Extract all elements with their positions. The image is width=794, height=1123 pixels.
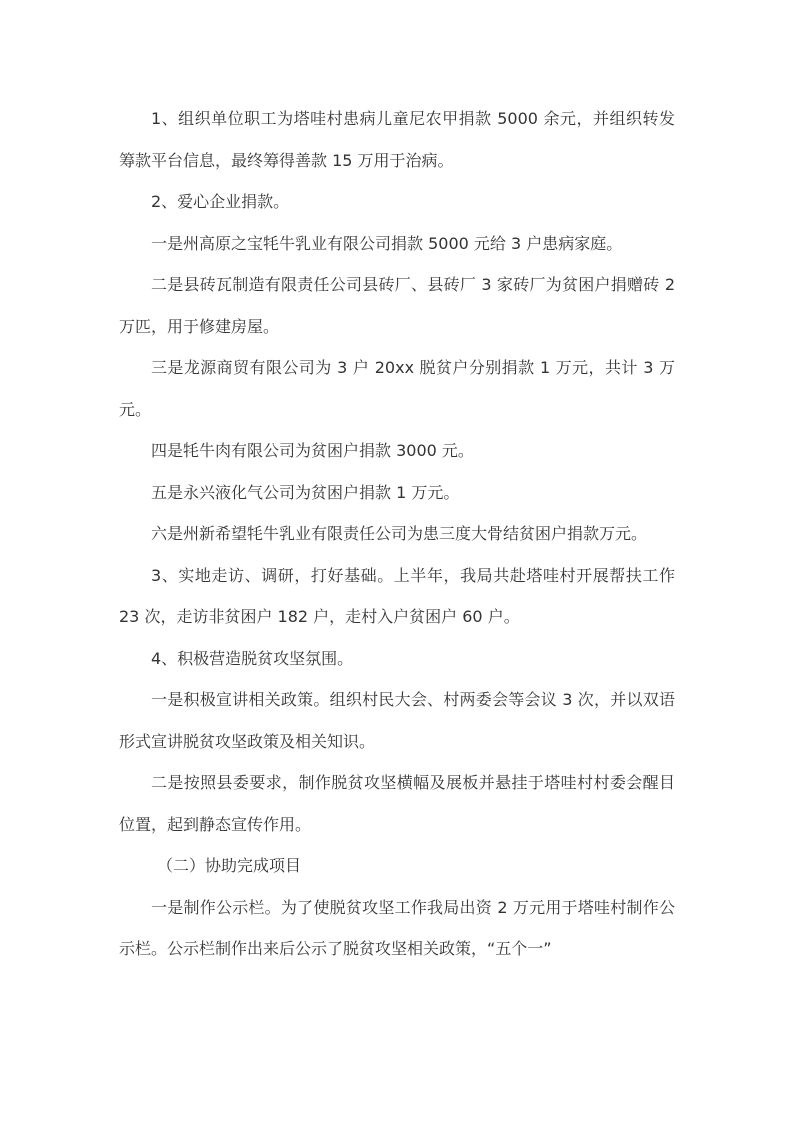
document-body (119, 98, 675, 970)
paragraph-policy-promotion: 一是积极宣讲相关政策。组织村民大会、村两委会等会议 3 次，并以双语形式宣讲脱贫攻坚政策及相关知识。 (119, 690, 675, 751)
section-heading-projects: （二）协助完成项目 (157, 856, 302, 875)
paragraph-donation-3: 三是龙源商贸有限公司为 3 户 20xx 脱贫户分别捐款 1 万元，共计 3 万元。 (119, 358, 675, 419)
paragraph-donation-1: 一是州高原之宝牦牛乳业有限公司捐款 5000 元给 3 户患病家庭。 (151, 233, 623, 253)
paragraph-field-visits: 3、实地走访、调研，打好基础。上半年，我局共赴塔哇村开展帮扶工作 23 次，走访非贫困户 182 户，走村入户贫困户 60 户。 (119, 565, 675, 626)
paragraph-banners: 二是按照县委要求，制作脱贫攻坚横幅及展板并悬挂于塔哇村村委会醒目位置，起到静态宣传作用。 (119, 773, 675, 834)
paragraph-donation-5: 五是永兴液化气公司为贫困户捐款 1 万元。 (151, 482, 460, 502)
paragraph-atmosphere-heading: 4、积极营造脱贫攻坚氛围。 (151, 648, 354, 668)
paragraph-donation-6: 六是州新希望牦牛乳业有限责任公司为患三度大骨结贫困户捐款万元。 (151, 524, 648, 543)
paragraph-donation-2: 二是县砖瓦制造有限责任公司县砖厂、县砖厂 3 家砖厂为贫困户捐赠砖 2 万匹，用于修建房屋。 (119, 275, 675, 336)
paragraph-donation-staff: 1、组织单位职工为塔哇村患病儿童尼农甲捐款 5000 余元，并组织转发筹款平台信息，最终筹得善款 15 万用于治病。 (119, 109, 675, 170)
paragraph-enterprise-donation-heading: 2、爱心企业捐款。 (151, 192, 290, 211)
paragraph-donation-4: 四是牦牛肉有限公司为贫困户捐款 3000 元。 (151, 441, 474, 460)
paragraph-bulletin-board: 一是制作公示栏。为了使脱贫攻坚工作我局出资 2 万元用于塔哇村制作公示栏。公示栏制作出来后公示了脱贫攻坚相关政策，“五个一” (119, 897, 675, 958)
